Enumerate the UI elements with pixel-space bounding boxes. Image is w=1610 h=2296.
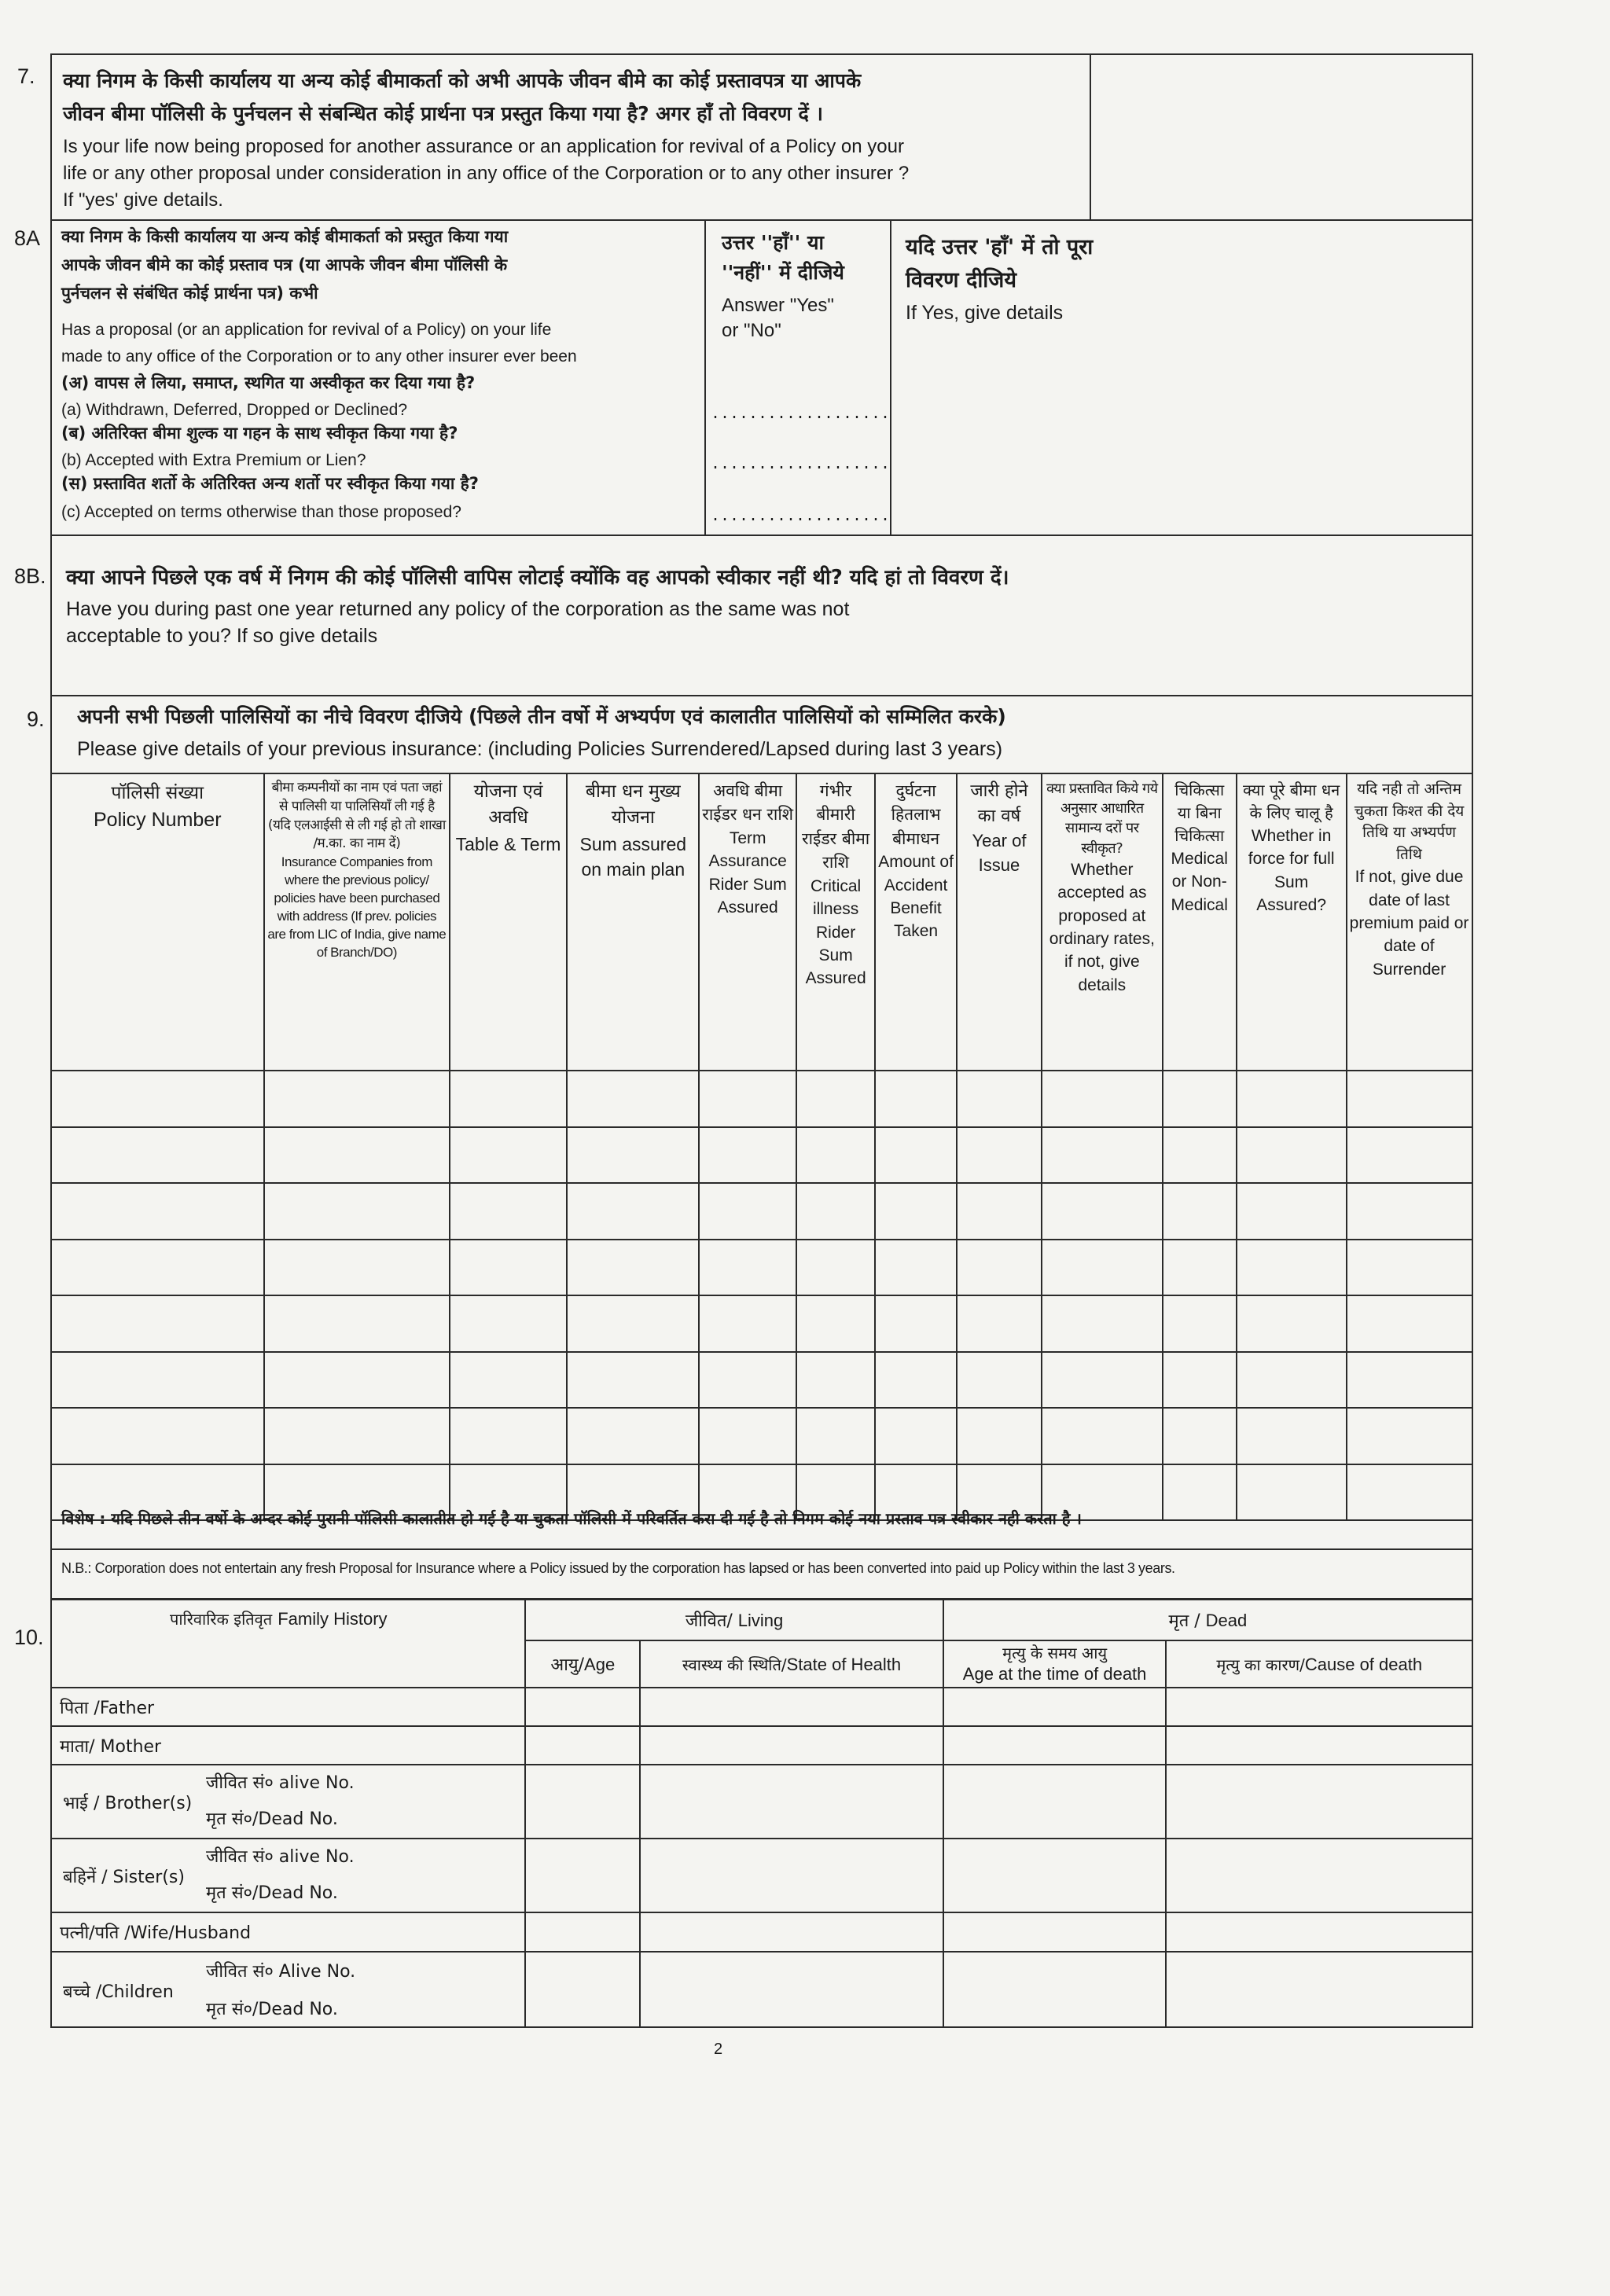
age-death-en: Age at the time of death: [962, 1663, 1147, 1684]
cause-of-death-header: [1166, 1640, 1472, 1688]
state-of-health-header: [640, 1640, 943, 1688]
policy-cell-in-force[interactable]: [1237, 1240, 1347, 1296]
row-mother: [51, 1726, 1472, 1765]
policy-cell-table-term[interactable]: [450, 1408, 568, 1464]
mother-age-cell[interactable]: [525, 1726, 640, 1765]
living-en: Living: [737, 1611, 784, 1630]
father-age-cell[interactable]: [525, 1688, 640, 1726]
q8a-en-line1: Has a proposal (or an application for revival of a Policy) on your life: [61, 321, 552, 339]
policy-row: [51, 1071, 1472, 1127]
policy-cell-year-of-issue[interactable]: [957, 1071, 1042, 1127]
policy-cell-year-of-issue[interactable]: [957, 1352, 1042, 1409]
col-term-rider-en: Term Assurance Rider Sum Assured: [708, 828, 787, 917]
q8a-box: [50, 220, 1473, 536]
policy-cell-accepted-as-proposed[interactable]: [1042, 1295, 1163, 1352]
col-accident-benefit-hi: दुर्घटना हितलाभ बीमाधन: [891, 781, 941, 848]
q8a-details-hindi2: विवरण दीजिये: [906, 268, 1016, 292]
policy-row: [51, 1240, 1472, 1296]
row-sisters: [51, 1839, 1472, 1912]
father-cause-cell[interactable]: [1166, 1688, 1472, 1726]
previous-policies-body: [51, 1071, 1472, 1520]
policy-cell-in-force[interactable]: [1237, 1295, 1347, 1352]
col-sum-assured-hi: बीमा धन मुख्य योजना: [585, 781, 681, 828]
policy-row: [51, 1408, 1472, 1464]
policy-cell-table-term[interactable]: [450, 1071, 568, 1127]
policy-cell-medical[interactable]: [1163, 1408, 1237, 1464]
col-critical-illness-en: Critical illness Rider Sum Assured: [805, 876, 866, 988]
policy-row: [51, 1295, 1472, 1352]
policy-cell-medical[interactable]: [1163, 1127, 1237, 1184]
col-critical-illness: [796, 773, 875, 1071]
policy-cell-sum-assured[interactable]: [567, 1352, 699, 1409]
col-year-of-issue-hi: जारी होने का वर्ष: [970, 781, 1028, 826]
brothers-age-death-cell[interactable]: [943, 1765, 1167, 1839]
age-death-hi: मृत्यु के समय आयु: [1002, 1643, 1108, 1662]
policy-cell-sum-assured[interactable]: [567, 1127, 699, 1184]
q9-note-hindi: विशेष : यदि पिछले तीन वर्षो के अन्दर कोई पुरानी पॉलिसी कालातीत हो गई है या चुकता पॉलिसी में परिवर्तित करा दी गई है तो निगम कोई नया प्रस्ताव पत्र स्वीकार नही करता है ।: [61, 1509, 1082, 1528]
col-accepted-as-proposed: [1042, 773, 1163, 1071]
policy-cell-due-date[interactable]: [1347, 1127, 1472, 1184]
q7-en-line3: If "yes' give details.: [63, 189, 223, 211]
q8a-answer-hindi2: ''नहीं'' में दीजिये: [722, 261, 844, 284]
sisters-health-cell[interactable]: [640, 1839, 943, 1912]
policy-cell-year-of-issue[interactable]: [957, 1183, 1042, 1240]
policy-cell-year-of-issue[interactable]: [957, 1295, 1042, 1352]
q8a-c-answer-field[interactable]: ...................: [711, 508, 891, 526]
q8b-en-line1: Have you during past one year returned any policy of the corporation as the same was not: [66, 598, 850, 620]
q7-en-line1: Is your life now being proposed for another assurance or an application for revival of a Policy on your: [63, 136, 904, 157]
policy-cell-table-term[interactable]: [450, 1127, 568, 1184]
age-at-death-header: [943, 1640, 1167, 1688]
policy-cell-policy-number[interactable]: [51, 1408, 265, 1464]
children-health-cell[interactable]: [640, 1952, 943, 2027]
sisters-cause-cell[interactable]: [1166, 1839, 1472, 1912]
col-term-rider-hi: अवधि बीमा राईडर धन राशि: [702, 781, 794, 825]
q8a-details-en: If Yes, give details: [906, 302, 1064, 324]
policy-cell-accepted-as-proposed[interactable]: [1042, 1071, 1163, 1127]
policy-cell-accepted-as-proposed[interactable]: [1042, 1352, 1163, 1409]
policy-cell-sum-assured[interactable]: [567, 1240, 699, 1296]
sisters-label: बहिनें / Sister(s): [63, 1868, 185, 1887]
q8a-a-answer-field[interactable]: ...................: [711, 406, 891, 424]
policy-cell-medical[interactable]: [1163, 1295, 1237, 1352]
col-year-of-issue: [957, 773, 1042, 1071]
col-due-date: [1347, 773, 1472, 1071]
col-accepted-as-proposed-en: Whether accepted as proposed at ordinary rates, if not, give details: [1049, 860, 1155, 994]
policy-cell-critical-illness[interactable]: [796, 1295, 875, 1352]
q8a-en-line2: made to any office of the Corporation or to any other insurer ever been: [61, 347, 577, 366]
policy-cell-medical[interactable]: [1163, 1352, 1237, 1409]
q9-en: Please give details of your previous insurance: (including Policies Surrendered/Lapsed during last 3 years): [77, 738, 1003, 760]
q8b-box: [50, 535, 1473, 696]
sisters-age-cell[interactable]: [525, 1839, 640, 1912]
col-term-rider: [699, 773, 796, 1071]
q10-number: 10.: [14, 1626, 44, 1649]
policy-cell-due-date[interactable]: [1347, 1071, 1472, 1127]
policy-row: [51, 1183, 1472, 1240]
policy-cell-sum-assured[interactable]: [567, 1295, 699, 1352]
q8a-divider-2: [890, 220, 891, 535]
policy-cell-critical-illness[interactable]: [796, 1127, 875, 1184]
policy-cell-in-force[interactable]: [1237, 1408, 1347, 1464]
dead-en: Dead: [1205, 1611, 1248, 1630]
q8a-c-en: (c) Accepted on terms otherwise than those proposed?: [61, 503, 461, 521]
col-in-force-hi: क्या पूरे बीमा धन के लिए चालू है: [1243, 781, 1340, 822]
row-father: [51, 1688, 1472, 1726]
q7-number: 7.: [17, 64, 35, 88]
q7-hindi-line1: क्या निगम के किसी कार्यालय या अन्य कोई बीमाकर्ता को अभी आपके जीवन बीमे का कोई प्रस्तावपत्र या आपके: [63, 69, 862, 92]
policy-cell-due-date[interactable]: [1347, 1352, 1472, 1409]
q8a-a-hindi: (अ) वापस ले लिया, समाप्त, स्थगित या अस्वीकृत कर दिया गया है?: [61, 373, 476, 392]
policy-cell-term-rider[interactable]: [699, 1352, 796, 1409]
age-en: Age: [584, 1655, 616, 1674]
col-sum-assured: [567, 773, 699, 1071]
policy-cell-term-rider[interactable]: [699, 1408, 796, 1464]
q8a-hindi-line1: क्या निगम के किसी कार्यालय या अन्य कोई बीमाकर्ता को प्रस्तुत किया गया: [61, 227, 509, 246]
policy-cell-accident-benefit[interactable]: [875, 1240, 957, 1296]
col-policy-number-hi: पॉलिसी संख्या: [111, 783, 204, 803]
mother-age-death-cell[interactable]: [943, 1726, 1167, 1765]
living-hi: जीवित/: [685, 1611, 733, 1631]
policy-cell-accident-benefit[interactable]: [875, 1295, 957, 1352]
q7-box: [50, 53, 1473, 221]
mother-label: माता/ Mother: [51, 1726, 525, 1765]
brothers-label: भाई / Brother(s): [63, 1794, 193, 1813]
mother-health-cell[interactable]: [640, 1726, 943, 1765]
policy-cell-accepted-as-proposed[interactable]: [1042, 1408, 1163, 1464]
policy-cell-critical-illness[interactable]: [796, 1071, 875, 1127]
policy-cell-insurance-company[interactable]: [264, 1352, 450, 1409]
col-year-of-issue-en: Year of Issue: [972, 830, 1027, 875]
spouse-age-death-cell[interactable]: [943, 1912, 1167, 1952]
family-history-hi: पारिवारिक इतिवृत: [170, 1610, 273, 1629]
policy-cell-accident-benefit[interactable]: [875, 1127, 957, 1184]
health-en: State of Health: [786, 1654, 902, 1674]
policy-cell-term-rider[interactable]: [699, 1240, 796, 1296]
q8a-answer-en1: Answer "Yes": [722, 295, 834, 316]
policy-cell-in-force[interactable]: [1237, 1071, 1347, 1127]
policy-cell-insurance-company[interactable]: [264, 1295, 450, 1352]
col-accepted-as-proposed-hi: क्या प्रस्तावित किये गये अनुसार आधारित सामान्य दरों पर स्वीकृत?: [1046, 781, 1158, 857]
col-insurance-company-en: Insurance Companies from where the previous policy/ policies have been purchased with address (If prev. policies are from LIC of India, give name of Branch/DO): [267, 854, 447, 960]
father-age-death-cell[interactable]: [943, 1688, 1167, 1726]
spouse-age-cell[interactable]: [525, 1912, 640, 1952]
policy-cell-term-rider[interactable]: [699, 1127, 796, 1184]
dead-header: [943, 1600, 1472, 1640]
q9-hindi: अपनी सभी पिछली पालिसियों का नीचे विवरण दीजिये (पिछले तीन वर्षो में अभ्यर्पण एवं कालातीत पालिसियों को सम्मिलित करके): [77, 705, 1006, 728]
col-policy-number-en: Policy Number: [93, 809, 222, 832]
policy-cell-year-of-issue[interactable]: [957, 1240, 1042, 1296]
policy-cell-insurance-company[interactable]: [264, 1127, 450, 1184]
col-accident-benefit: [875, 773, 957, 1071]
policy-row: [51, 1127, 1472, 1184]
policy-cell-due-date[interactable]: [1347, 1240, 1472, 1296]
policy-cell-policy-number[interactable]: [51, 1183, 265, 1240]
q8a-hindi-line2: आपके जीवन बीमे का कोई प्रस्ताव पत्र (या आपके जीवन बीमा पॉलिसी के: [61, 255, 508, 274]
children-cause-cell[interactable]: [1166, 1952, 1472, 2027]
col-table-term: [450, 773, 568, 1071]
page-number: 2: [714, 2041, 723, 2058]
family-history-en: Family History: [278, 1609, 388, 1629]
policy-cell-table-term[interactable]: [450, 1183, 568, 1240]
policy-cell-year-of-issue[interactable]: [957, 1127, 1042, 1184]
policy-cell-term-rider[interactable]: [699, 1071, 796, 1127]
policy-cell-policy-number[interactable]: [51, 1071, 265, 1127]
spouse-health-cell[interactable]: [640, 1912, 943, 1952]
policy-cell-policy-number[interactable]: [51, 1295, 265, 1352]
family-history-header: [51, 1600, 525, 1688]
col-in-force: [1237, 773, 1347, 1071]
policy-cell-policy-number[interactable]: [51, 1240, 265, 1296]
policy-cell-table-term[interactable]: [450, 1352, 568, 1409]
sisters-label-cell: [51, 1839, 525, 1912]
previous-policies-header: [51, 773, 1472, 1071]
brothers-label-cell: [51, 1765, 525, 1839]
policy-cell-insurance-company[interactable]: [264, 1183, 450, 1240]
col-medical-hi: चिकित्सा या बिना चिकित्सा: [1174, 781, 1225, 845]
cause-en: Cause of death: [1304, 1654, 1423, 1674]
brothers-alive-label: जीवित सं० alive No.: [206, 1773, 355, 1793]
col-table-term-en: Table & Term: [455, 833, 561, 854]
col-insurance-company-hi: बीमा कम्पनीयों का नाम एवं पता जहां से पालिसी या पालिसियाँ ली गई है (यदि एलआईसी से ली गई हो तो शाखा /म.का. का नाम दें): [267, 780, 446, 852]
q8b-number: 8B.: [14, 564, 46, 588]
cause-hi: मृत्यु का कारण/: [1216, 1655, 1305, 1674]
policy-cell-sum-assured[interactable]: [567, 1071, 699, 1127]
q9-number: 9.: [27, 707, 45, 731]
policy-cell-medical[interactable]: [1163, 1183, 1237, 1240]
policy-cell-accident-benefit[interactable]: [875, 1071, 957, 1127]
policy-cell-table-term[interactable]: [450, 1240, 568, 1296]
spouse-label: पत्नी/पति /Wife/Husband: [51, 1912, 525, 1952]
q8a-answer-hindi1: उत्तर ''हॉं'' या: [722, 231, 824, 254]
age-header: [525, 1640, 640, 1688]
q8a-c-hindi: (स) प्रस्तावित शर्तो के अतिरिक्त अन्य शर्तो पर स्वीकृत किया गया है?: [61, 474, 479, 493]
policy-cell-policy-number[interactable]: [51, 1352, 265, 1409]
col-sum-assured-en: Sum assured on main plan: [579, 833, 687, 880]
policy-cell-accident-benefit[interactable]: [875, 1183, 957, 1240]
health-hi: स्वास्थ्य की स्थिति/: [682, 1655, 787, 1674]
col-due-date-hi: यदि नही तो अन्तिम चुकता किश्त की देय तिथि या अभ्यर्पण तिथि: [1354, 781, 1465, 863]
policy-cell-critical-illness[interactable]: [796, 1408, 875, 1464]
policy-cell-accepted-as-proposed[interactable]: [1042, 1240, 1163, 1296]
q8a-answer-en2: or "No": [722, 320, 781, 341]
q8a-divider-1: [704, 220, 706, 535]
policy-cell-due-date[interactable]: [1347, 1183, 1472, 1240]
brothers-age-cell[interactable]: [525, 1765, 640, 1839]
row-children: [51, 1952, 1472, 2027]
family-history-table: [50, 1599, 1473, 2028]
policy-cell-accepted-as-proposed[interactable]: [1042, 1183, 1163, 1240]
spouse-cause-cell[interactable]: [1166, 1912, 1472, 1952]
policy-cell-critical-illness[interactable]: [796, 1183, 875, 1240]
q8a-a-en: (a) Withdrawn, Deferred, Dropped or Declined?: [61, 401, 408, 419]
q8a-number: 8A: [14, 226, 41, 250]
mother-cause-cell[interactable]: [1166, 1726, 1472, 1765]
policy-cell-table-term[interactable]: [450, 1295, 568, 1352]
q9-note-divider: [52, 1548, 1472, 1550]
q8a-details-hindi1: यदि उत्तर 'हॉं' में तो पूरा: [906, 235, 1094, 259]
policy-cell-accident-benefit[interactable]: [875, 1408, 957, 1464]
q8a-hindi-line3: पुर्नचलन से संबंधित कोई प्रार्थना पत्र) कभी: [61, 284, 318, 303]
q9-box: [50, 696, 1473, 1600]
q8a-b-en: (b) Accepted with Extra Premium or Lien?: [61, 451, 366, 469]
children-label-cell: [51, 1952, 525, 2027]
policy-cell-due-date[interactable]: [1347, 1408, 1472, 1464]
brothers-dead-label: मृत सं०/Dead No.: [206, 1809, 338, 1829]
brothers-cause-cell[interactable]: [1166, 1765, 1472, 1839]
sisters-age-death-cell[interactable]: [943, 1839, 1167, 1912]
policy-cell-in-force[interactable]: [1237, 1352, 1347, 1409]
q8a-b-answer-field[interactable]: ...................: [711, 456, 891, 474]
col-critical-illness-hi: गंभीर बीमारी राईडर बीमा राशि: [801, 781, 870, 872]
brothers-health-cell[interactable]: [640, 1765, 943, 1839]
col-medical-en: Medical or Non-Medical: [1171, 850, 1228, 914]
col-medical: [1163, 773, 1237, 1071]
policy-cell-insurance-company[interactable]: [264, 1240, 450, 1296]
policy-cell-in-force[interactable]: [1237, 1183, 1347, 1240]
q8b-en-line2: acceptable to you? If so give details: [66, 625, 378, 647]
col-insurance-company: [264, 773, 450, 1071]
father-label: पिता /Father: [51, 1688, 525, 1726]
policy-cell-year-of-issue[interactable]: [957, 1408, 1042, 1464]
row-brothers: [51, 1765, 1472, 1839]
q7-hindi-line2: जीवन बीमा पॉलिसी के पुर्नचलन से संबन्धित कोई प्रार्थना पत्र प्रस्तुत किया गया है? अगर हॉं तो विवरण दें ।: [63, 102, 823, 125]
policy-cell-medical[interactable]: [1163, 1240, 1237, 1296]
policy-cell-insurance-company[interactable]: [264, 1071, 450, 1127]
sisters-alive-label: जीवित सं० alive No.: [206, 1847, 355, 1867]
policy-cell-policy-number[interactable]: [51, 1127, 265, 1184]
policy-cell-accident-benefit[interactable]: [875, 1352, 957, 1409]
policy-cell-term-rider[interactable]: [699, 1183, 796, 1240]
policy-cell-sum-assured[interactable]: [567, 1408, 699, 1464]
policy-cell-critical-illness[interactable]: [796, 1240, 875, 1296]
policy-cell-sum-assured[interactable]: [567, 1183, 699, 1240]
col-policy-number: [51, 773, 265, 1071]
children-age-cell[interactable]: [525, 1952, 640, 2027]
father-health-cell[interactable]: [640, 1688, 943, 1726]
policy-cell-in-force[interactable]: [1237, 1127, 1347, 1184]
policy-cell-term-rider[interactable]: [699, 1295, 796, 1352]
q9-note-en: N.B.: Corporation does not entertain any fresh Proposal for Insurance where a Policy issued by the corporation has lapsed or has been converted into paid up Policy within the last 3 years.: [61, 1560, 1175, 1576]
policy-row: [51, 1352, 1472, 1409]
children-age-death-cell[interactable]: [943, 1952, 1167, 2027]
col-accident-benefit-en: Amount of Accident Benefit Taken: [878, 853, 954, 941]
policy-cell-medical[interactable]: [1163, 1071, 1237, 1127]
dead-hi: मृत /: [1168, 1611, 1200, 1631]
living-header: [525, 1600, 943, 1640]
q8b-hindi: क्या आपने पिछले एक वर्ष में निगम की कोई पॉलिसी वापिस लोटाई क्योंकि वह आपको स्वीकार नहीं थी? यदि हां तो विवरण दें।: [66, 566, 1009, 590]
children-alive-label: जीवित सं० Alive No.: [206, 1962, 356, 1982]
row-spouse: [51, 1912, 1472, 1952]
sisters-dead-label: मृत सं०/Dead No.: [206, 1883, 338, 1903]
age-hi: आयु/: [550, 1655, 585, 1675]
q7-divider: [1090, 55, 1091, 219]
policy-cell-critical-illness[interactable]: [796, 1352, 875, 1409]
q8a-b-hindi: (ब) अतिरिक्त बीमा शुल्क या गहन के साथ स्वीकृत किया गया है?: [61, 424, 458, 443]
children-label: बच्चे /Children: [63, 1982, 174, 2002]
policy-cell-insurance-company[interactable]: [264, 1408, 450, 1464]
col-in-force-en: Whether in force for full Sum Assured?: [1248, 827, 1335, 915]
policy-cell-due-date[interactable]: [1347, 1295, 1472, 1352]
col-due-date-en: If not, give due date of last premium paid or date of Surrender: [1349, 868, 1469, 979]
previous-policies-table: [50, 773, 1473, 1521]
col-table-term-hi: योजना एवं अवधि: [473, 781, 543, 828]
q7-en-line2: life or any other proposal under consideration in any office of the Corporation or to any other insurer ?: [63, 163, 910, 184]
policy-cell-accepted-as-proposed[interactable]: [1042, 1127, 1163, 1184]
children-dead-label: मृत सं०/Dead No.: [206, 2000, 338, 2019]
